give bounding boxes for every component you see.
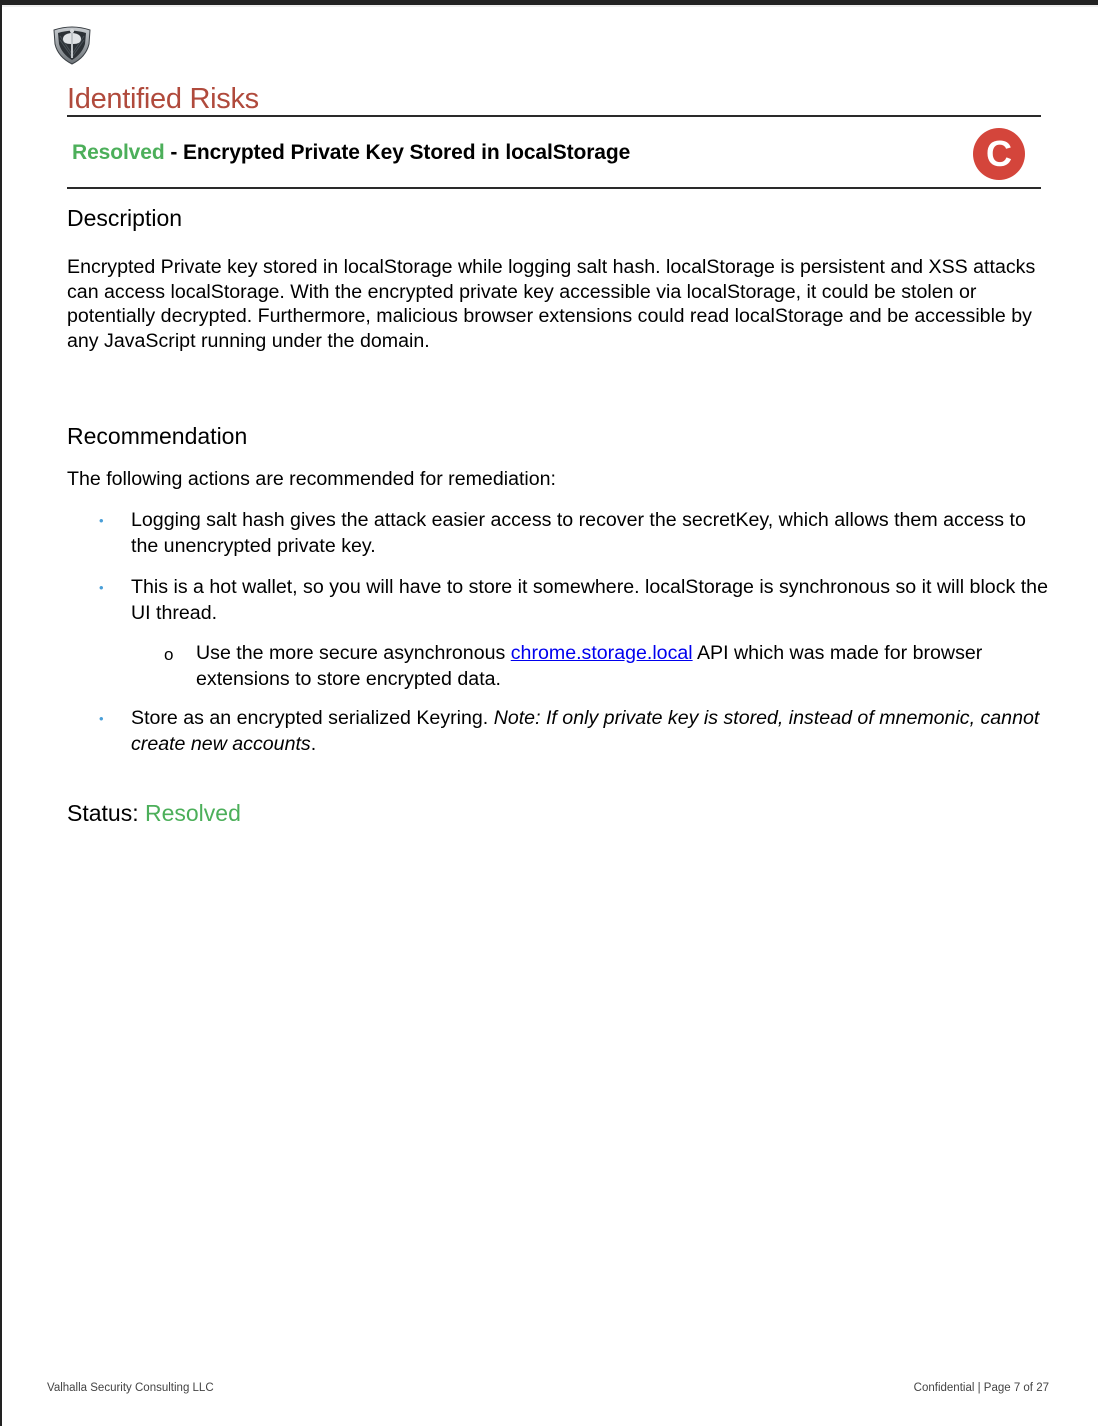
- recommendation-heading: Recommendation: [67, 423, 248, 449]
- list-item-text: This is a hot wallet, so you will have to store it somewhere. localStorage is synchronous so it will block the UI thread.: [131, 576, 1048, 624]
- list-item: [99, 508, 1051, 559]
- description-text: Encrypted Private key stored in localStorage while logging salt hash. localStorage is persistent and XSS attacks can access localStorage. With the encrypted private key accessible via localStorage, it could be stolen or potentially decrypted. Furthermore, malicious browser extensions could read localStorage and be accessible by any JavaScript running under the domain.: [67, 256, 1036, 353]
- list-item-note: Note: If only private key is stored, instead of mnemonic, cannot create new accounts: [131, 707, 1040, 755]
- title-divider-top: [67, 115, 1041, 117]
- window-left-border: [0, 0, 2, 1426]
- section-title: Identified Risks: [67, 83, 259, 115]
- footer-company: Valhalla Security Consulting LLC: [47, 1382, 214, 1394]
- list-item: [99, 706, 1051, 757]
- status-label: Status:: [67, 800, 145, 826]
- risk-status-label: Resolved: [72, 141, 165, 164]
- shield-axe-logo-icon: [51, 24, 93, 66]
- title-divider-bottom: [67, 187, 1041, 189]
- list-item-text: Store as an encrypted serialized Keyring.: [131, 707, 494, 729]
- list-item: [99, 575, 1051, 626]
- recommendation-intro: The following actions are recommended for remediation:: [67, 468, 557, 490]
- bullet-icon: •: [99, 513, 104, 528]
- footer-page-info: Confidential | Page 7 of 27: [913, 1382, 1049, 1394]
- list-item-note-end: .: [310, 732, 317, 755]
- bullet-icon: •: [99, 711, 104, 726]
- risk-title-separator: -: [164, 141, 183, 164]
- description-heading: Description: [67, 205, 183, 231]
- severity-badge: C: [973, 128, 1025, 180]
- status-line: [67, 798, 241, 828]
- list-item-text: Logging salt hash gives the attack easier access to recover the secretKey, which allows them access to the unencrypted private key.: [131, 509, 1026, 557]
- window-top-shade: [0, 5, 1098, 7]
- risk-title: [72, 139, 630, 167]
- sub-list-item: [164, 641, 1056, 692]
- bullet-icon: •: [99, 580, 104, 595]
- status-value: Resolved: [144, 800, 241, 826]
- circle-bullet-icon: o: [164, 645, 174, 664]
- sub-item-text-after: API which was made for browser extensions to store encrypted data.: [196, 642, 983, 690]
- risk-title-text: Encrypted Private Key Stored in localStorage: [182, 141, 631, 164]
- sub-item-text-before: Use the more secure asynchronous: [196, 642, 511, 664]
- chrome-storage-local-link[interactable]: chrome.storage.local: [510, 642, 693, 664]
